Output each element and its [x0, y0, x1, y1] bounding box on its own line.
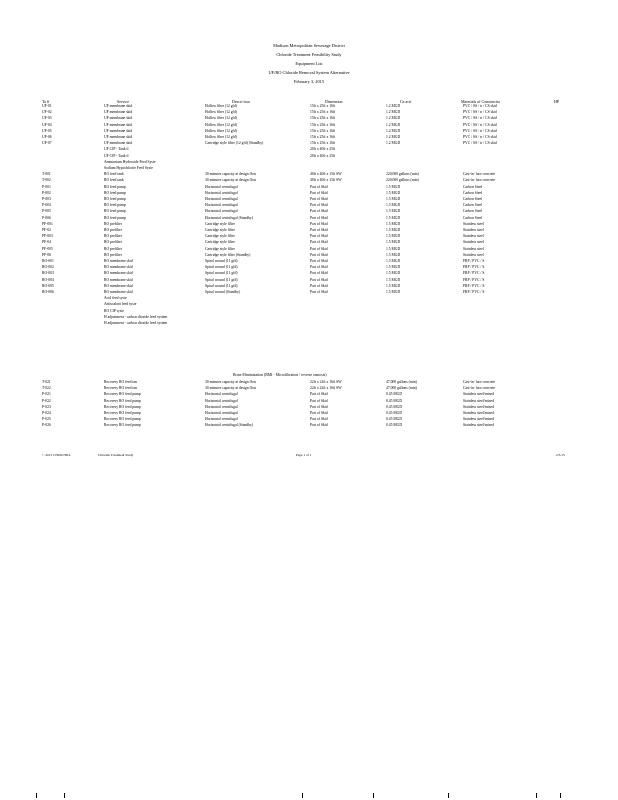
margin-mark — [36, 793, 37, 798]
section-header-brine: Brine Minimization (BMI - Microfiltration / reverse osmosis) — [233, 373, 327, 377]
cell-description: Horizontal centrifugal — [205, 190, 238, 195]
cell-description: 30 minutes capacity at design flow — [205, 172, 257, 177]
cell-dimension: Part of Skid — [310, 271, 328, 276]
footer-mid: Chloride Treatment Study — [98, 453, 134, 457]
cell-materials: Cast-in- lace concrete — [463, 380, 496, 384]
cell-materials: Stainless steel — [463, 221, 484, 226]
table-row — [0, 321, 618, 327]
cell-tag: P-005 — [42, 209, 51, 214]
cell-dimension: 40ft x 40ft x 15ft SW — [310, 178, 342, 183]
cell-materials: FRP / PVC / S — [463, 277, 485, 282]
cell-service: UF membrane skid — [104, 122, 133, 127]
cell-capacity: 1.5 MGD — [386, 283, 401, 288]
cell-capacity: 1.5 MGD — [386, 221, 401, 226]
cell-capacity: 1.5 MGD — [386, 277, 401, 282]
cell-dimension: Part of Skid — [310, 277, 328, 282]
table-row — [0, 253, 618, 259]
cell-capacity: 1.2 MGD — [386, 116, 401, 121]
table-row — [0, 104, 618, 110]
cell-materials: PVC / SS / tr / CS skid — [463, 141, 497, 146]
cell-capacity: 1.2 MGD — [386, 141, 401, 146]
cell-capacity: 0.45 MGD — [386, 398, 402, 403]
table-row — [0, 116, 618, 122]
cell-dimension: Part of Skid — [310, 215, 328, 220]
cell-dimension: Part of Skid — [310, 228, 328, 232]
cell-service: Acid feed syste — [104, 296, 127, 301]
cell-description: Spiral wound (11 gfd) — [205, 259, 238, 263]
cell-tag: UF-06 — [42, 135, 52, 139]
cell-dimension: Part of Skid — [310, 259, 328, 263]
cell-description: Hollow fiber (12 gfd) — [205, 104, 237, 108]
cell-tag: T-002 — [42, 178, 51, 183]
table-row — [0, 228, 618, 234]
cell-materials: Cast-in- lace concrete — [463, 178, 496, 183]
cell-capacity: 220,000 gallons (min) — [386, 172, 419, 177]
cell-tag: UF-01 — [42, 104, 52, 108]
cell-tag: P-002 — [42, 190, 51, 195]
cell-service: UF CIP - Tank tl — [104, 153, 129, 158]
cell-materials: Stainless steel — [463, 252, 484, 257]
table-row — [0, 271, 618, 277]
cell-service: UF membrane skid — [104, 104, 133, 108]
cell-capacity: 1.5 MGD — [386, 228, 401, 232]
margin-mark — [64, 793, 65, 798]
cell-dimension: 15ft x 25ft x 16ft — [310, 116, 336, 121]
margin-mark — [302, 793, 303, 798]
cell-capacity: 1.5 MGD — [386, 234, 401, 239]
cell-tag: RO-003 — [42, 271, 54, 276]
cell-materials: FRP / PVC / S — [463, 283, 485, 288]
cell-service: UF CIP - Tank tl — [104, 147, 129, 152]
cell-materials: Cast-in- lace concrete — [463, 386, 496, 391]
title-line: Madison Metropolitan Sewerage District — [273, 43, 345, 48]
cell-dimension: 15ft x 25ft x 16ft — [310, 110, 336, 115]
cell-capacity: 1.2 MGD — [386, 122, 401, 127]
table-row — [0, 411, 618, 417]
cell-materials: Stainless steel/mixed — [463, 392, 495, 397]
cell-service: UF membrane skid — [104, 141, 133, 146]
cell-capacity: 1.2 MGD — [386, 128, 401, 133]
cell-capacity: 1.5 MGD — [386, 240, 401, 245]
table-row — [0, 123, 618, 129]
cell-dimension: Part of Skid — [310, 209, 328, 214]
cell-service: RO prefilter — [104, 221, 122, 226]
cell-service: RO prefilter — [104, 246, 122, 251]
cell-dimension: Part of Skid — [310, 417, 328, 422]
cell-dimension: Part of Skid — [310, 197, 328, 201]
table-row — [0, 154, 618, 160]
table-row — [0, 129, 618, 135]
cell-capacity: 1.5 MGD — [386, 290, 401, 294]
cell-dimension: 15ft x 25ft x 16ft — [310, 122, 336, 127]
cell-description: Spiral wound (Standby) — [205, 290, 241, 294]
cell-description: Horizontal centrifugal — [205, 209, 238, 214]
table-row — [0, 160, 618, 166]
cell-service: Recovery RO feed pump — [104, 423, 141, 428]
cell-service: RO prefilter — [104, 234, 122, 239]
cell-dimension: 20ft x 40ft x 25ft — [310, 153, 336, 158]
table-row — [0, 309, 618, 315]
cell-tag: UF-02 — [42, 110, 52, 115]
cell-dimension: 20ft x 40ft x 25ft — [310, 147, 336, 152]
cell-tag: RO-001 — [42, 259, 54, 263]
cell-dimension: Part of Skid — [310, 265, 328, 270]
table-row — [0, 392, 618, 398]
table-row — [0, 417, 618, 423]
cell-capacity: 0.45 MGD — [386, 423, 402, 428]
cell-service: UF membrane skid — [104, 110, 133, 115]
cell-dimension: Part of Skid — [310, 283, 328, 288]
cell-description: Horizontal centrifugal — [205, 404, 238, 409]
table-row — [0, 216, 618, 222]
cell-description: Spiral wound (11 gfd) — [205, 271, 238, 276]
cell-tag: P-026 — [42, 423, 51, 428]
table-row — [0, 399, 618, 405]
cell-materials: Stainless steel/mixed — [463, 398, 495, 403]
table-row — [0, 110, 618, 116]
cell-tag: UF-05 — [42, 128, 52, 133]
margin-mark — [536, 793, 537, 798]
cell-service: RO membrane skid — [104, 265, 133, 270]
cell-tag: P-024 — [42, 411, 51, 415]
cell-description: Spiral wound (11 gfd) — [205, 265, 238, 270]
cell-dimension: Part of Skid — [310, 221, 328, 226]
table-row — [0, 185, 618, 191]
table-row — [0, 240, 618, 246]
table-row — [0, 191, 618, 197]
footer-left: © 2015 CH2M HILL — [42, 453, 72, 457]
cell-service: RO feed pump — [104, 209, 126, 214]
table-row — [0, 296, 618, 302]
cell-capacity: 47,000 gallons (min) — [386, 386, 417, 391]
cell-service: RO membrane skid — [104, 290, 133, 294]
table-row — [0, 284, 618, 290]
cell-description: Horizontal centrifugal — [205, 411, 238, 415]
header-service: Service — [117, 99, 129, 104]
cell-service: RO feed pump — [104, 184, 126, 189]
cell-description: Cartridge style filter — [205, 228, 235, 232]
cell-materials: FRP / PVC / S — [463, 271, 485, 276]
margin-mark — [448, 793, 449, 798]
cell-service: RO feed pump — [104, 203, 126, 208]
table-row — [0, 405, 618, 411]
cell-description: Spiral wound (11 gfd) — [205, 277, 238, 282]
cell-tag: UF-03 — [42, 116, 52, 121]
cell-description: Horizontal centrifugal — [205, 392, 238, 397]
title-line: February 3, 2015 — [293, 79, 325, 84]
table-row — [0, 234, 618, 240]
cell-materials: Stainless steel/mixed — [463, 411, 495, 415]
cell-materials: PVC / SS / tr / CS skid — [463, 110, 497, 115]
table-row — [0, 209, 618, 215]
cell-dimension: Part of Skid — [310, 423, 328, 428]
cell-description: Hollow fiber (12 gfd) — [205, 135, 237, 139]
cell-service: Recovery RO feed pump — [104, 417, 141, 422]
cell-dimension: 40ft x 40ft x 15ft SW — [310, 172, 342, 177]
cell-description: Horizontal centrifugal (Standby) — [205, 215, 254, 220]
cell-service: Recovery RO feed tan — [104, 380, 137, 384]
cell-materials: Carbon Steel — [463, 197, 483, 201]
margin-mark — [560, 793, 561, 798]
header-capacity: Ca acit — [400, 99, 412, 104]
cell-dimension: Part of Skid — [310, 290, 328, 294]
cell-service: Antiscalant feed syste — [104, 302, 137, 307]
cell-service: RO CIP syste — [104, 308, 124, 313]
table-row — [0, 423, 618, 429]
table-row — [0, 265, 618, 271]
cell-tag: P-004 — [42, 203, 51, 208]
cell-capacity: 1.5 MGD — [386, 259, 401, 263]
cell-materials: Stainless steel/mixed — [463, 423, 495, 428]
cell-tag: T-021 — [42, 380, 51, 384]
cell-service: UF membrane skid — [104, 128, 133, 133]
cell-description: Horizontal centrifugal — [205, 203, 238, 208]
cell-description: Hollow fiber (12 gfd) — [205, 110, 237, 115]
footer-page: Page 1 of 1 — [296, 453, 312, 457]
cell-tag: RO-006 — [42, 290, 54, 294]
cell-dimension: Part of Skid — [310, 240, 328, 245]
cell-capacity: 0.45 MGD — [386, 392, 402, 397]
cell-materials: Carbon Steel — [463, 190, 483, 195]
cell-dimension: Part of Skid — [310, 190, 328, 195]
cell-service: RO feed tank — [104, 172, 124, 177]
cell-service: RO membrane skid — [104, 259, 133, 263]
cell-service: UF membrane skid — [104, 135, 133, 139]
cell-tag: UF-04 — [42, 122, 52, 127]
table-row — [0, 302, 618, 308]
table-row — [0, 141, 618, 147]
cell-service: RO membrane skid — [104, 277, 133, 282]
cell-tag: RO-004 — [42, 277, 54, 282]
header-dimension: Dimension — [325, 99, 343, 104]
cell-tag: T-022 — [42, 386, 51, 391]
cell-service: RO feed tank — [104, 178, 124, 183]
cell-tag: P-021 — [42, 392, 51, 397]
cell-service: RO feed pump — [104, 190, 126, 195]
cell-materials: Carbon Steel — [463, 209, 483, 214]
cell-description: Spiral wound (11 gfd) — [205, 283, 238, 288]
header-description: Descri tion — [232, 99, 250, 104]
cell-service: RO membrane skid — [104, 271, 133, 276]
cell-service: RO feed pump — [104, 215, 126, 220]
cell-capacity: 1.5 MGD — [386, 215, 401, 220]
table-row — [0, 203, 618, 209]
cell-dimension: 15ft x 25ft x 16ft — [310, 128, 336, 133]
cell-tag: RO-002 — [42, 265, 54, 270]
table-row — [0, 315, 618, 321]
cell-materials: Stainless steel — [463, 228, 484, 232]
cell-capacity: 1.5 MGD — [386, 252, 401, 257]
cell-materials: Stainless steel/mixed — [463, 404, 495, 409]
cell-tag: T-001 — [42, 172, 51, 177]
footer-right: 2/3/15 — [556, 453, 565, 457]
cell-capacity: 1.2 MGD — [386, 104, 401, 108]
cell-description: Cartridge style filter — [205, 221, 235, 226]
cell-materials: PVC / SS / tr / CS skid — [463, 128, 497, 133]
cell-service: RO prefilter — [104, 240, 122, 245]
table-row — [0, 259, 618, 265]
cell-description: Cartridge style filter — [205, 240, 235, 245]
table-row — [0, 247, 618, 253]
table-row — [0, 380, 618, 386]
cell-dimension: Part of Skid — [310, 398, 328, 403]
cell-dimension: Part of Skid — [310, 246, 328, 251]
table-row — [0, 386, 618, 392]
cell-service: Recovery RO feed pump — [104, 398, 141, 403]
cell-description: 30 minutes capacity at design flow — [205, 178, 257, 183]
cell-description: Cartridge style filter (Standby) — [205, 252, 251, 257]
cell-dimension: 15ft x 25ft x 16ft — [310, 104, 336, 108]
header-tag: Ta # — [42, 99, 49, 104]
cell-capacity: 0.45 MGD — [386, 404, 402, 409]
cell-materials: Stainless steel — [463, 240, 484, 245]
cell-capacity: 1.2 MGD — [386, 135, 401, 139]
cell-capacity: 1.5 MGD — [386, 209, 401, 214]
cell-materials: PVC / SS / tr / CS skid — [463, 116, 497, 121]
cell-materials: FRP / PVC / S — [463, 290, 485, 294]
cell-capacity: 1.5 MGD — [386, 265, 401, 270]
table-row — [0, 166, 618, 172]
table-row — [0, 178, 618, 184]
cell-tag: PF-06 — [42, 252, 52, 257]
table-row — [0, 222, 618, 228]
cell-service: RO prefilter — [104, 228, 122, 232]
cell-description: Hollow fiber (12 gfd) — [205, 122, 237, 127]
cell-tag: P-023 — [42, 404, 51, 409]
cell-dimension: Part of Skid — [310, 404, 328, 409]
cell-dimension: 22ft x 22ft x 16ft SW — [310, 386, 342, 391]
cell-materials: Carbon Steel — [463, 184, 483, 189]
header-hp: HP — [554, 99, 560, 104]
cell-service: RO membrane skid — [104, 283, 133, 288]
cell-materials: PVC / SS / tr / CS skid — [463, 135, 497, 139]
cell-description: Hollow fiber (12 gfd) — [205, 116, 237, 121]
table-row — [0, 197, 618, 203]
cell-tag: PF-04 — [42, 240, 52, 245]
cell-capacity: 1.5 MGD — [386, 203, 401, 208]
table-row — [0, 290, 618, 296]
cell-materials: Stainless steel — [463, 234, 484, 239]
table-row — [0, 278, 618, 284]
cell-service: UF membrane skid — [104, 116, 133, 121]
cell-description: Cartridge style filter (12 gfd) (Standby) — [205, 141, 264, 146]
cell-dimension: Part of Skid — [310, 234, 328, 239]
title-line: Equipment List — [295, 61, 323, 66]
cell-capacity: 1.5 MGD — [386, 246, 401, 251]
margin-mark — [373, 793, 374, 798]
table-row — [0, 172, 618, 178]
cell-dimension: Part of Skid — [310, 203, 328, 208]
cell-capacity: 1.5 MGD — [386, 271, 401, 276]
cell-materials: FRP / PVC / S — [463, 259, 485, 263]
cell-capacity: 0.45 MGD — [386, 411, 402, 415]
cell-dimension: Part of Skid — [310, 392, 328, 397]
title-line: Chloride Treatment Feasibility Study — [276, 52, 342, 57]
cell-materials: Cast-in- lace concrete — [463, 172, 496, 177]
cell-capacity: 1.5 MGD — [386, 197, 401, 201]
cell-tag: PF-005 — [42, 246, 53, 251]
cell-description: Cartridge style filter — [205, 246, 235, 251]
cell-dimension: 22ft x 22ft x 16ft SW — [310, 380, 342, 384]
cell-description: 30 minutes capacity at design flow — [205, 380, 257, 384]
cell-dimension: Part of Skid — [310, 184, 328, 189]
cell-capacity: 0.45 MGD — [386, 417, 402, 422]
cell-description: Hollow fiber (12 gfd) — [205, 128, 237, 133]
table-row — [0, 147, 618, 153]
cell-materials: PVC / SS / tr / CS skid — [463, 104, 497, 108]
cell-description: 30 minutes capacity at design flow — [205, 386, 257, 391]
cell-service: Recovery RO feed pump — [104, 411, 141, 415]
cell-description: Horizontal centrifugal — [205, 197, 238, 201]
cell-dimension: 15ft x 25ft x 16ft — [310, 135, 336, 139]
cell-service: Recovery RO feed tan — [104, 386, 137, 391]
cell-tag: UF-07 — [42, 141, 52, 146]
cell-tag: P-025 — [42, 417, 51, 422]
cell-service: Recovery RO feed pump — [104, 392, 141, 397]
cell-capacity: 220,000 gallons (min) — [386, 178, 419, 183]
table-row — [0, 135, 618, 141]
cell-service: Recovery RO feed pump — [104, 404, 141, 409]
cell-tag: PF-001 — [42, 221, 53, 226]
cell-service: Ammonium Hydroxide Feed Syste — [104, 159, 156, 164]
cell-capacity: 1.5 MGD — [386, 184, 401, 189]
cell-materials: FRP / PVC / S — [463, 265, 485, 270]
cell-tag: P-001 — [42, 184, 51, 189]
cell-tag: P-006 — [42, 215, 51, 220]
cell-description: Horizontal centrifugal — [205, 417, 238, 422]
cell-dimension: Part of Skid — [310, 252, 328, 257]
cell-materials: Carbon Steel — [463, 203, 483, 208]
cell-description: Horizontal centrifugal — [205, 184, 238, 189]
header-materials: Materials of Constructio — [461, 99, 501, 104]
cell-materials: Stainless steel — [463, 246, 484, 251]
cell-tag: P-022 — [42, 398, 51, 403]
cell-service: RO feed pump — [104, 197, 126, 201]
cell-capacity: 47,000 gallons (min) — [386, 380, 417, 384]
title-line: UF/RO Chloride Removal System Alternative — [268, 70, 350, 75]
cell-dimension: Part of Skid — [310, 411, 328, 415]
cell-tag: PF-02 — [42, 228, 52, 232]
cell-dimension: 15ft x 25ft x 16ft — [310, 141, 336, 146]
cell-description: Horizontal centrifugal (Standby) — [205, 423, 254, 428]
cell-materials: PVC / SS / tr / CS skid — [463, 122, 497, 127]
cell-tag: PF-003 — [42, 234, 53, 239]
cell-service: H adjustment - carbon dioxide feed system — [104, 321, 168, 325]
cell-description: Cartridge style filter — [205, 234, 235, 239]
cell-service: Sodium Hypochlorite Feed Syste — [104, 166, 153, 170]
cell-capacity: 1.5 MGD — [386, 190, 401, 195]
cell-service: RO prefilter — [104, 252, 122, 257]
cell-materials: Carbon Steel — [463, 215, 483, 220]
cell-service: H adjustment - carbon dioxide feed system — [104, 314, 168, 319]
cell-materials: Stainless steel/mixed — [463, 417, 495, 422]
cell-description: Horizontal centrifugal — [205, 398, 238, 403]
cell-tag: RO-005 — [42, 283, 54, 288]
cell-capacity: 1.2 MGD — [386, 110, 401, 115]
cell-tag: P-003 — [42, 197, 51, 201]
